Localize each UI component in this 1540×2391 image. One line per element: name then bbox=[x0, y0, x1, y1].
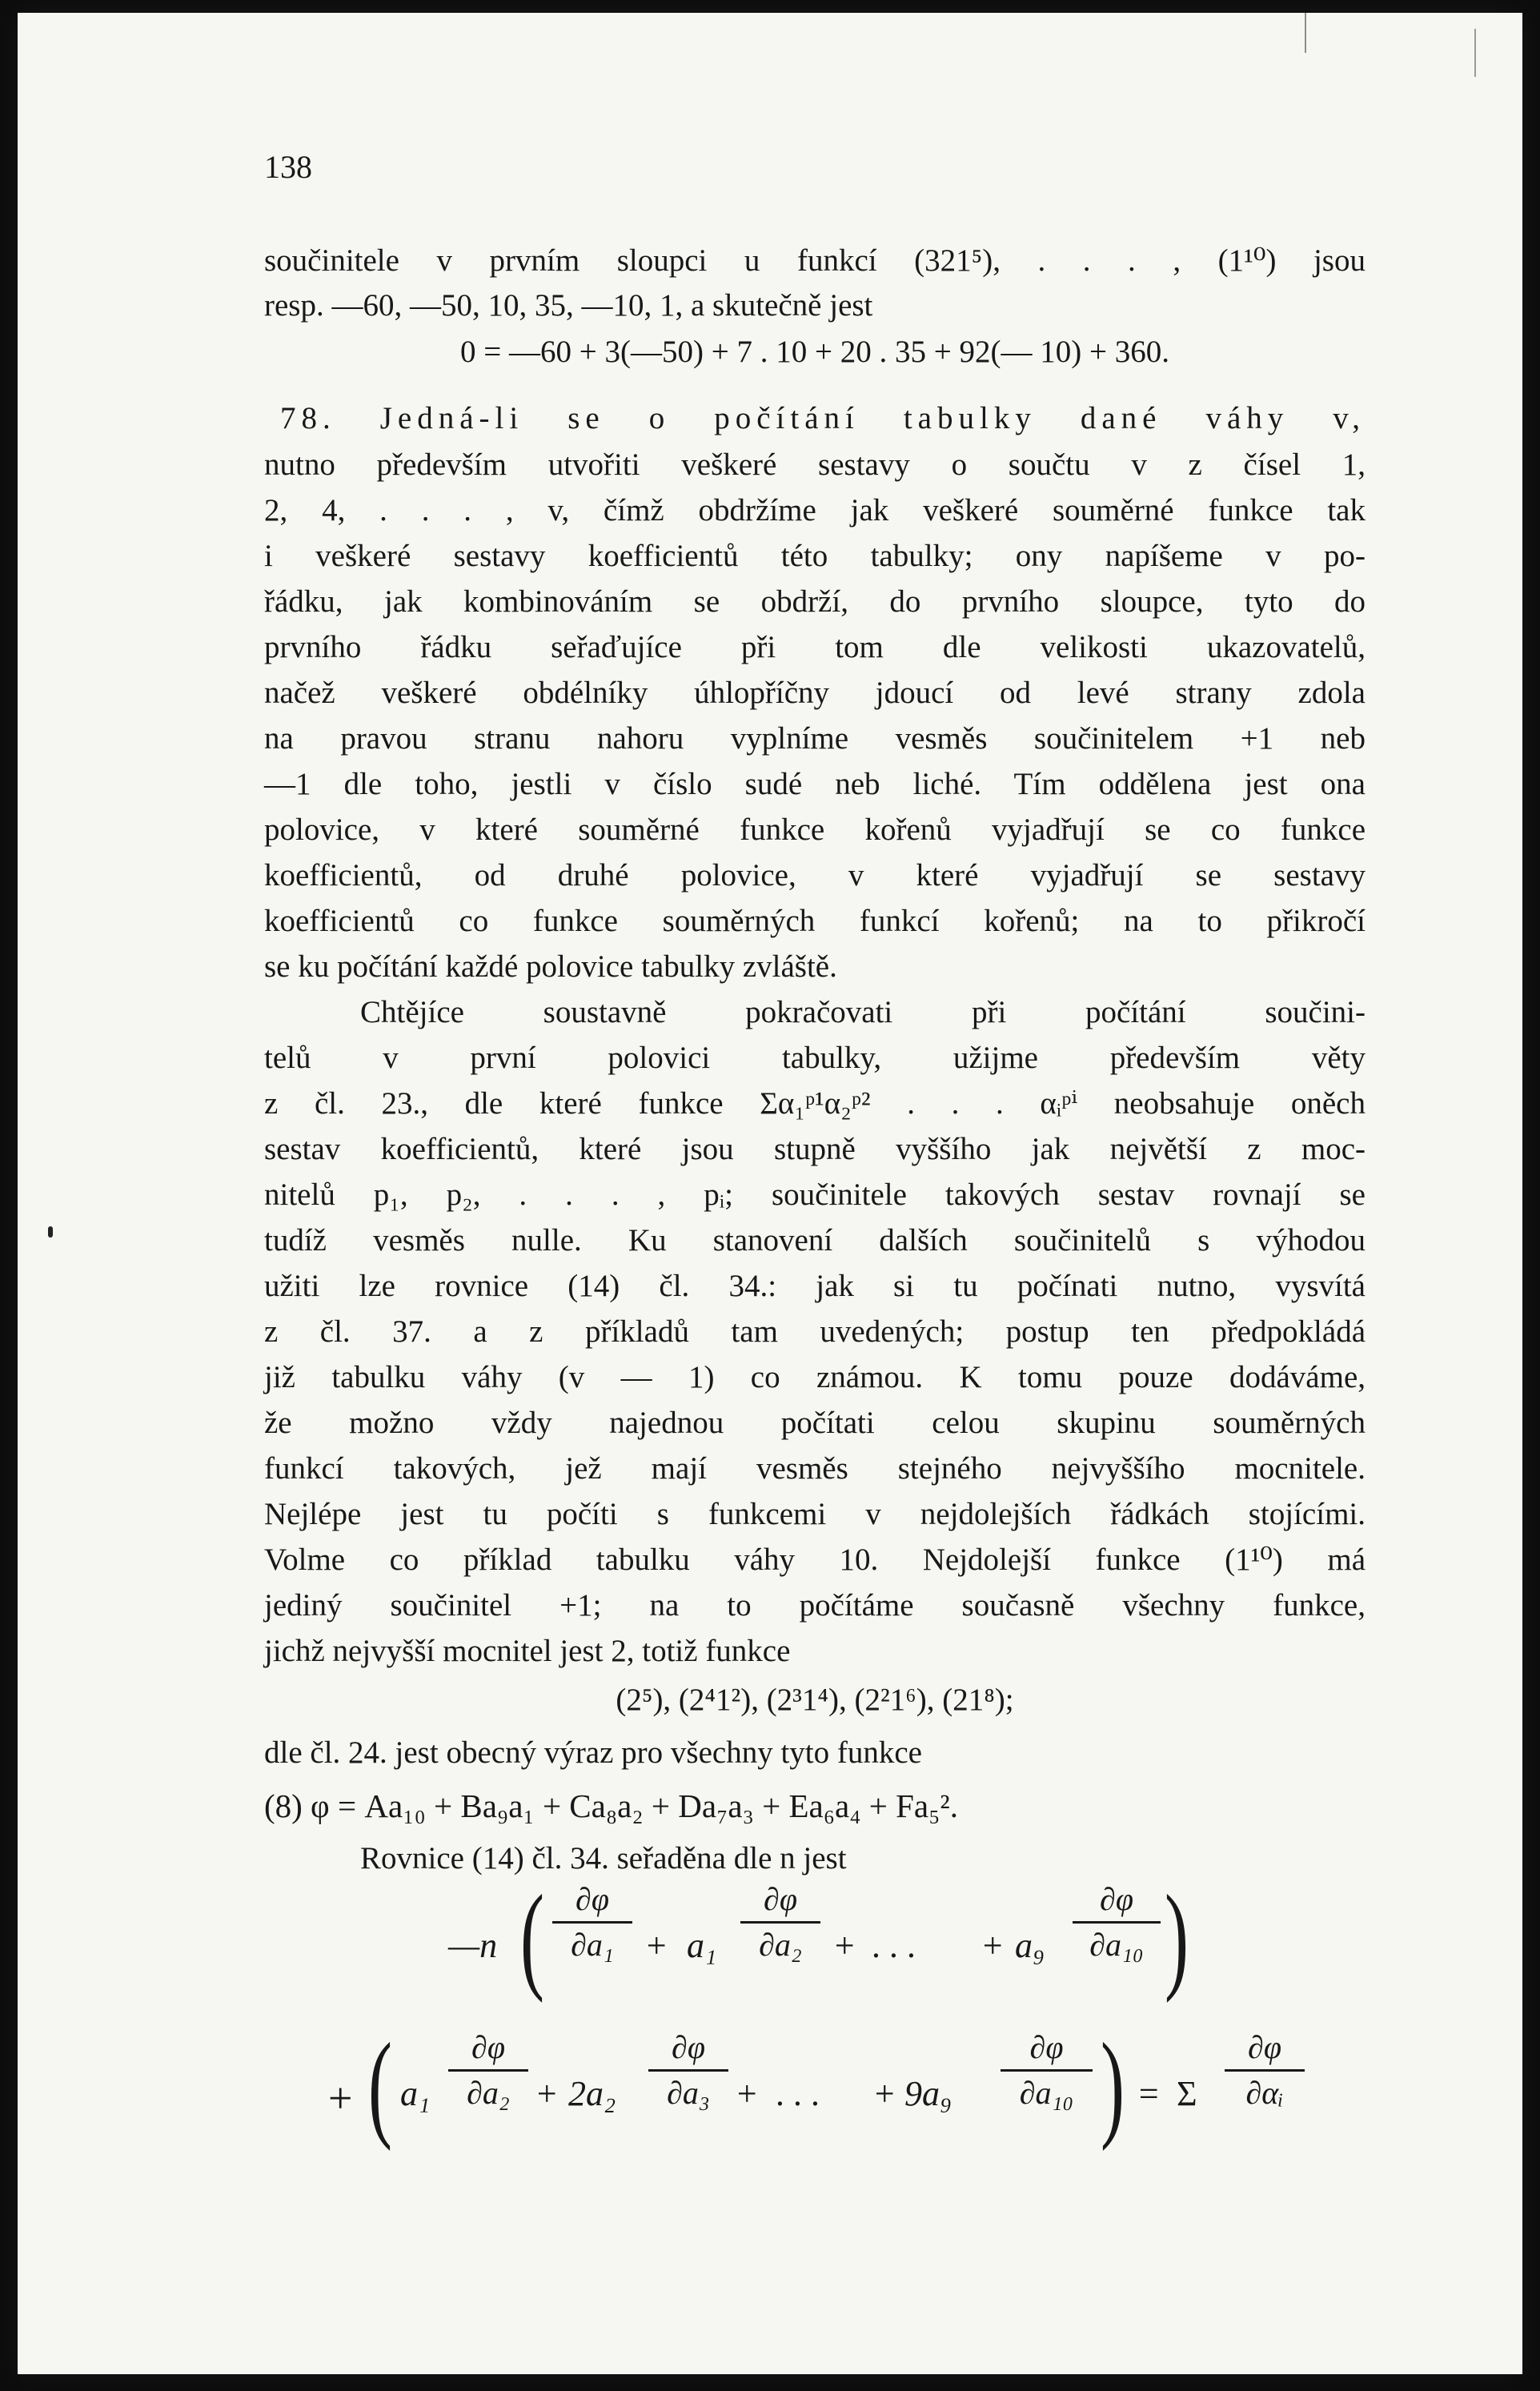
formula-sigma: Σ bbox=[1177, 2074, 1197, 2113]
scan-artifact bbox=[1474, 29, 1476, 77]
fraction-dphi-da10: ∂φ ∂a₁₀ bbox=[1001, 2029, 1093, 2112]
fraction-dphi-dai: ∂φ ∂αᵢ bbox=[1225, 2029, 1305, 2112]
text-line: jediný součinitel +1; na to počítáme současně všechny funkce, bbox=[264, 1588, 1366, 1623]
text-line: Chtějíce soustavně pokračovati při počítání součini- bbox=[360, 995, 1366, 1029]
page-number: 138 bbox=[264, 149, 312, 185]
text-line: koefficientů co funkce souměrných funkcí kořenů; na to přikročí bbox=[264, 904, 1366, 938]
scan-artifact bbox=[1305, 13, 1306, 53]
formula-a1: a₁ bbox=[687, 1926, 717, 1965]
text-line: telů v první polovici tabulky, užijme především věty bbox=[264, 1041, 1366, 1075]
text-line: dle čl. 24. jest obecný výraz pro všechny tyto funkce bbox=[264, 1735, 922, 1770]
text-line: Nejlépe jest tu počíti s funkcemi v nejdolejších řádkách stojícími. bbox=[264, 1497, 1366, 1531]
text-line: i veškeré sestavy koefficientů této tabulky; ony napíšeme v po- bbox=[264, 539, 1366, 573]
text-line: sestav koefficientů, které jsou stupně vyššího jak největší z moc- bbox=[264, 1132, 1366, 1166]
formula-equals: = bbox=[1137, 2074, 1161, 2113]
text-line: funkcí takových, jež mají vesměs stejného nejvyššího mocnitele. bbox=[264, 1451, 1366, 1486]
text-line: z čl. 23., dle které funkce Σα₁ᵖ¹α₂ᵖ² . . . αᵢᵖⁱ neobsahuje oněch bbox=[264, 1086, 1366, 1121]
equation-line: 0 = —60 + 3(—50) + 7 . 10 + 20 . 35 + 92(— 10) + 360. bbox=[460, 335, 1169, 369]
formula-plus: + bbox=[535, 2074, 559, 2113]
fraction-dphi-da1: ∂φ ∂a₁ bbox=[552, 1881, 632, 1964]
formula-a1: a₁ bbox=[400, 2074, 431, 2113]
text-line: tudíž vesměs nulle. Ku stanovení dalších součinitelů s výhodou bbox=[264, 1223, 1366, 1258]
formula-9a9: 9a₉ bbox=[904, 2074, 952, 2113]
fraction-dphi-da10: ∂φ ∂a₁₀ bbox=[1073, 1881, 1161, 1964]
formula-plus: + bbox=[981, 1926, 1005, 1965]
section-heading-line: 78. Jedná-li se o počítání tabulky dané váhy v, bbox=[280, 401, 1366, 435]
text-line: koefficientů, od druhé polovice, v které vyjadřují se sestavy bbox=[264, 858, 1366, 893]
text-line: polovice, v které souměrné funkce kořenů vyjadřují se co funkce bbox=[264, 812, 1366, 847]
formula-dots: . . . bbox=[776, 2074, 820, 2113]
text-line: prvního řádku seřaďujíce při tom dle velikosti ukazovatelů, bbox=[264, 630, 1366, 664]
text-line: resp. —60, —50, 10, 35, —10, 1, a skutečně jest bbox=[264, 288, 873, 323]
text-line: Rovnice (14) čl. 34. seřaděna dle n jest bbox=[360, 1841, 847, 1875]
formula-minus-n: —n bbox=[448, 1926, 498, 1965]
fraction-dphi-da2: ∂φ ∂a₂ bbox=[448, 2029, 528, 2112]
formula-paren-right: ) bbox=[1101, 2019, 1125, 2152]
fraction-dphi-da2: ∂φ ∂a₂ bbox=[740, 1881, 820, 1964]
text-line: že možno vždy najednou počítati celou skupinu souměrných bbox=[264, 1406, 1366, 1440]
text-line: z čl. 37. a z příkladů tam uvedených; postup ten předpokládá bbox=[264, 1314, 1366, 1349]
formula-plus: + bbox=[735, 2074, 759, 2113]
text-line: již tabulku váhy (v — 1) co známou. K tomu pouze dodáváme, bbox=[264, 1360, 1366, 1394]
fraction-dphi-da3: ∂φ ∂a₃ bbox=[648, 2029, 728, 2112]
text-line: —1 dle toho, jestli v číslo sudé neb liché. Tím oddělena jest ona bbox=[264, 767, 1366, 801]
scan-speck bbox=[48, 1226, 53, 1238]
formula-plus: + bbox=[872, 2074, 896, 2113]
text-line: nutno především utvořiti veškeré sestavy o součtu v z čísel 1, bbox=[264, 447, 1366, 482]
formula-plus: + bbox=[644, 1926, 668, 1965]
text-line: jichž nejvyšší mocnitel jest 2, totiž funkce bbox=[264, 1634, 791, 1668]
formula-paren-left: ( bbox=[520, 1871, 544, 2004]
text-line: Volme co příklad tabulku váhy 10. Nejdolejší funkce (1¹⁰) má bbox=[264, 1543, 1366, 1577]
text-line: užiti lze rovnice (14) čl. 34.: jak si tu počínati nutno, vysvítá bbox=[264, 1269, 1366, 1303]
formula-plus: + bbox=[832, 1926, 856, 1965]
text-line: řádku, jak kombinováním se obdrží, do prvního sloupce, tyto do bbox=[264, 584, 1366, 619]
text-line: 2, 4, . . . , v, čímž obdržíme jak veškeré souměrné funkce tak bbox=[264, 493, 1366, 528]
formula-dots: . . . bbox=[872, 1926, 916, 1965]
formula-a9: a₉ bbox=[1015, 1926, 1045, 1965]
equation-8: (8) φ = Aa₁₀ + Ba₉a₁ + Ca₈a₂ + Da₇a₃ + Ea₆a₄ + Fa₅². bbox=[264, 1787, 958, 1824]
formula-plus: + bbox=[328, 2074, 353, 2122]
formula-paren-right: ) bbox=[1165, 1871, 1189, 2004]
text-line: načež veškeré obdélníky úhlopříčny jdoucí od levé strany zdola bbox=[264, 676, 1366, 710]
formula-line: (2⁵), (2⁴1²), (2³1⁴), (2²1⁶), (21⁸); bbox=[616, 1683, 1014, 1717]
text-line: součinitele v prvním sloupci u funkcí (321⁵), . . . , (1¹⁰) jsou bbox=[264, 243, 1366, 278]
formula-paren-left: ( bbox=[368, 2019, 392, 2152]
text-line: nitelů p₁, p₂, . . . , pᵢ; součinitele takových sestav rovnají se bbox=[264, 1177, 1366, 1212]
formula-2a2: 2a₂ bbox=[568, 2074, 616, 2113]
text-line: na pravou stranu nahoru vyplníme vesměs součinitelem +1 neb bbox=[264, 721, 1366, 756]
text-line: se ku počítání každé polovice tabulky zvláště. bbox=[264, 949, 837, 984]
